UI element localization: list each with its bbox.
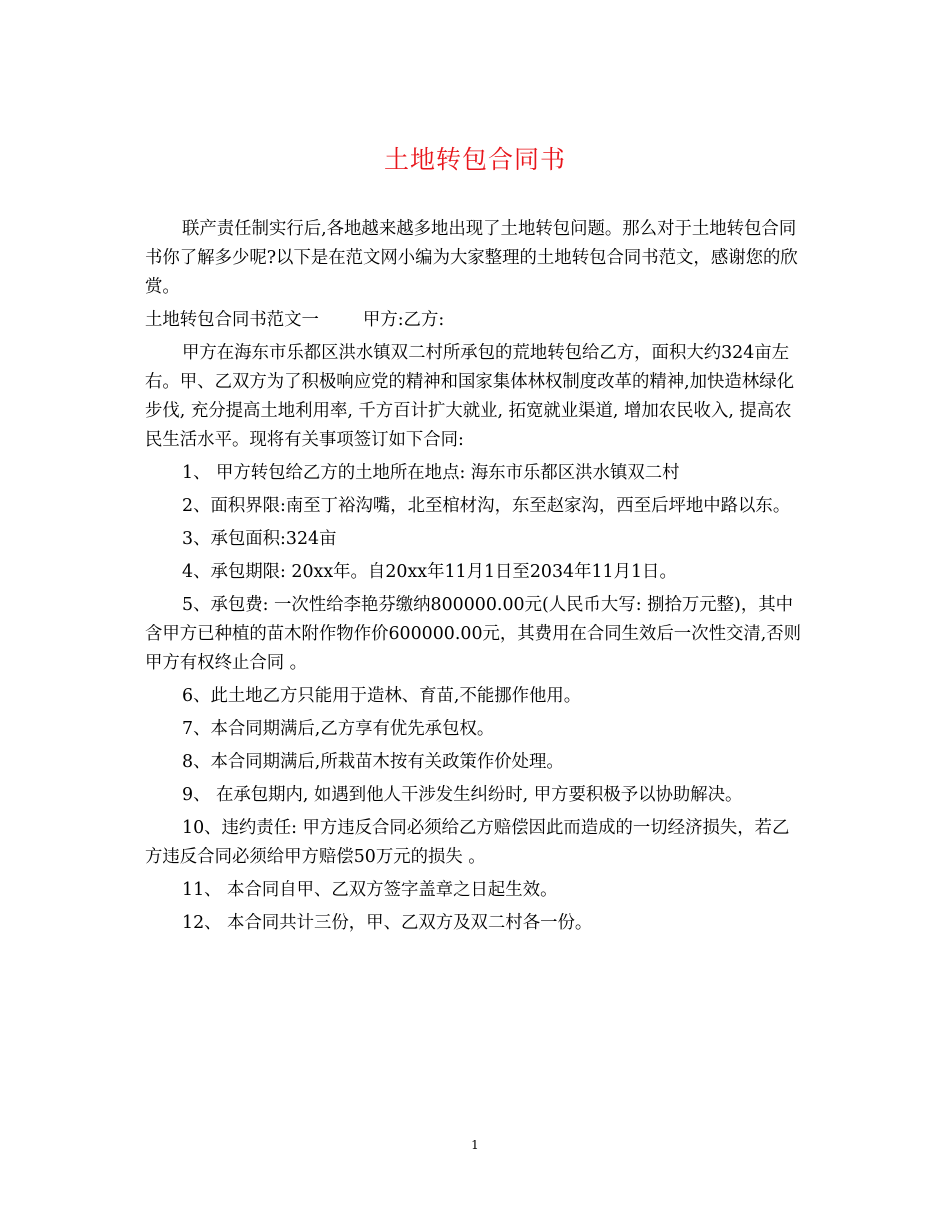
document-title: 土地转包合同书 bbox=[383, 145, 566, 174]
clause-3: 3、承包面积:324亩 bbox=[182, 529, 337, 549]
parties-line: 甲方:乙方: bbox=[362, 310, 445, 330]
clause-11: 11、 本合同自甲、乙双方签字盖章之日起生效。 bbox=[182, 880, 558, 900]
clause-6: 6、此土地乙方只能用于造林、育苗,不能挪作他用。 bbox=[182, 686, 582, 706]
sample-heading: 土地转包合同书范文一 bbox=[145, 310, 319, 330]
clause-2: 2、面积界限:南至丁裕沟嘴，北至棺材沟，东至赵家沟，西至后坪地中路以东。 bbox=[182, 496, 791, 516]
clause-4: 4、承包期限: 20xx年。自20xx年11月1日至2034年11月1日。 bbox=[182, 562, 677, 582]
preamble-paragraph: 甲方在海东市乐都区洪水镇双二村所承包的荒地转包给乙方，面积大约324亩左右。甲、乙双方为了积极响应党的精神和国家集体林权制度改革的精神,加快造林绿化步伐, 充分提高土地利用率, 千方百计扩大就业, 拓宽就业渠道, 增加农民收入, 提高农民生活水平。现将有关事项签订如下合同: bbox=[145, 343, 794, 450]
document-body bbox=[145, 215, 805, 938]
clause-7: 7、本合同期满后,乙方享有优先承包权。 bbox=[182, 719, 495, 739]
clause-10: 10、违约责任: 甲方违反合同必须给乙方赔偿因此而造成的一切经济损失，若乙方违反合同必须给甲方赔偿50万元的损失 。 bbox=[145, 818, 790, 867]
intro-paragraph: 联产责任制实行后,各地越来越多地出现了土地转包问题。那么对于土地转包合同书你了解多少呢?以下是在范文网小编为大家整理的土地转包合同书范文，感谢您的欣赏。 bbox=[145, 219, 798, 297]
clause-9: 9、 在承包期内, 如遇到他人干涉发生纠纷时, 甲方要积极予以协助解决。 bbox=[182, 785, 743, 805]
clause-1: 1、 甲方转包给乙方的土地所在地点: 海东市乐都区洪水镇双二村 bbox=[182, 463, 680, 483]
sample-heading-line bbox=[145, 306, 805, 335]
clause-8: 8、本合同期满后,所栽苗木按有关政策作价处理。 bbox=[182, 752, 564, 772]
clause-12: 12、 本合同共计三份，甲、乙双方及双二村各一份。 bbox=[182, 913, 593, 933]
page-number: 1 bbox=[471, 1138, 479, 1152]
clause-5: 5、承包费: 一次性给李艳芬缴纳800000.00元(人民币大写: 捌拾万元整)，其中含甲方已种植的苗木附作物作价600000.00元，其费用在合同生效后一次性交清,否则甲方有权终止合同 。 bbox=[145, 595, 802, 673]
